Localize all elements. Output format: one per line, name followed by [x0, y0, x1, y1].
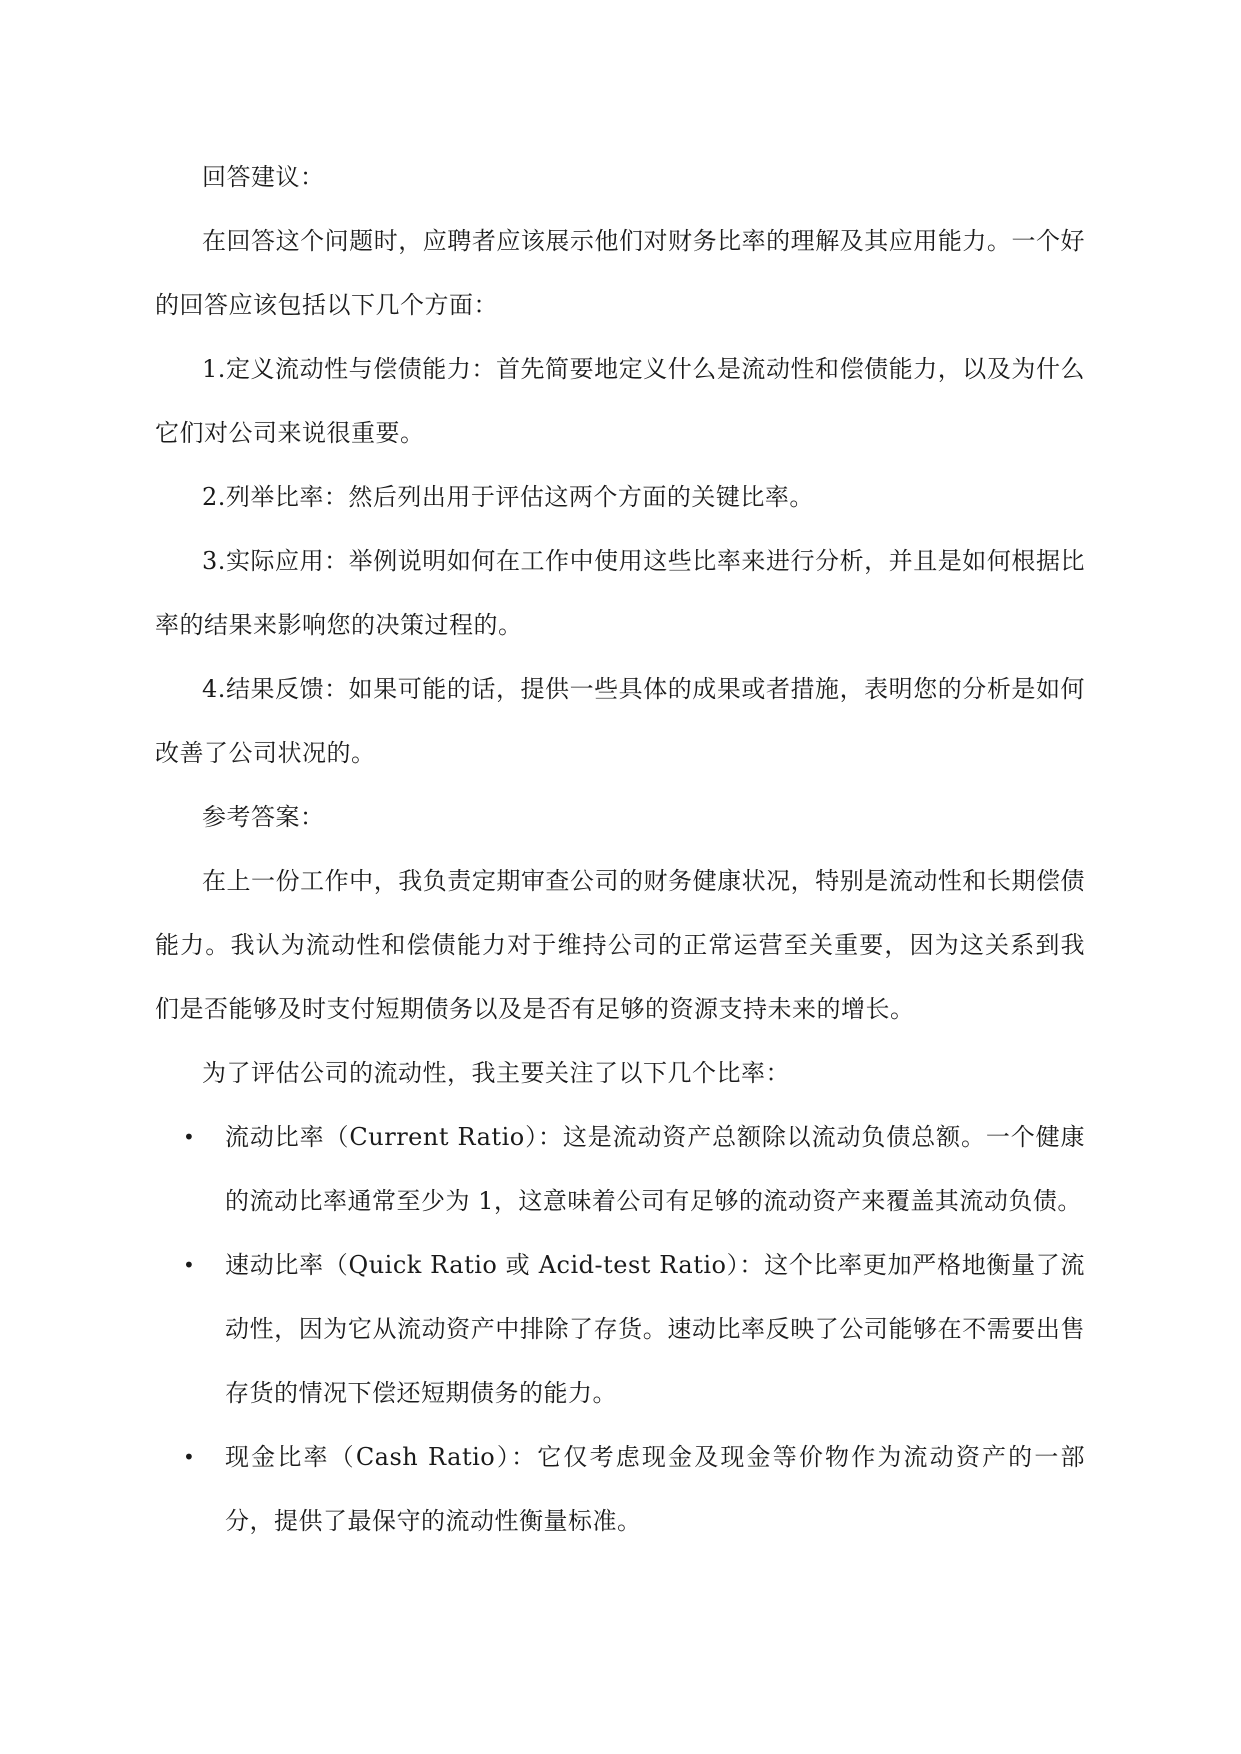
- list-item-text: 速动比率（Quick Ratio 或 Acid-test Ratio）：这个比率更加严格地衡量了流动性，因为它从流动资产中排除了存货。速动比率反映了公司能够在不需要出售存货的情况下偿还短期债务的能力。: [225, 1251, 1085, 1407]
- list-item-text: 现金比率（Cash Ratio）：它仅考虑现金及现金等价物作为流动资产的一部分，提供了最保守的流动性衡量标准。: [225, 1443, 1085, 1535]
- ratio-list: [155, 1105, 1085, 1553]
- list-item-text: 流动比率（Current Ratio）：这是流动资产总额除以流动负债总额。一个健康的流动比率通常至少为 1，这意味着公司有足够的流动资产来覆盖其流动负债。: [225, 1123, 1085, 1215]
- advice-heading: 回答建议：: [202, 163, 325, 191]
- answer-heading: 参考答案：: [202, 803, 325, 831]
- list-item-cash-ratio: [155, 1425, 1085, 1553]
- answer-paragraph-2: 为了评估公司的流动性，我主要关注了以下几个比率：: [202, 1059, 790, 1087]
- point-2: 2.列举比率：然后列出用于评估这两个方面的关键比率。: [202, 483, 814, 511]
- list-item-current-ratio: [155, 1105, 1085, 1233]
- bullet-icon: •: [183, 1253, 196, 1277]
- point-4: 4.结果反馈：如果可能的话，提供一些具体的成果或者措施，表明您的分析是如何改善了公司状况的。: [155, 675, 1085, 767]
- bullet-icon: •: [183, 1125, 196, 1149]
- bullet-icon: •: [183, 1445, 196, 1469]
- list-item-quick-ratio: [155, 1233, 1085, 1425]
- point-1: 1.定义流动性与偿债能力：首先简要地定义什么是流动性和偿债能力，以及为什么它们对公司来说很重要。: [155, 355, 1085, 447]
- document-body: [155, 145, 1085, 1553]
- intro-paragraph: 在回答这个问题时，应聘者应该展示他们对财务比率的理解及其应用能力。一个好的回答应该包括以下几个方面：: [155, 227, 1085, 319]
- point-3: 3.实际应用：举例说明如何在工作中使用这些比率来进行分析，并且是如何根据比率的结果来影响您的决策过程的。: [155, 547, 1085, 639]
- answer-paragraph-1: 在上一份工作中，我负责定期审查公司的财务健康状况，特别是流动性和长期偿债能力。我认为流动性和偿债能力对于维持公司的正常运营至关重要，因为这关系到我们是否能够及时支付短期债务以及是否有足够的资源支持未来的增长。: [155, 867, 1085, 1023]
